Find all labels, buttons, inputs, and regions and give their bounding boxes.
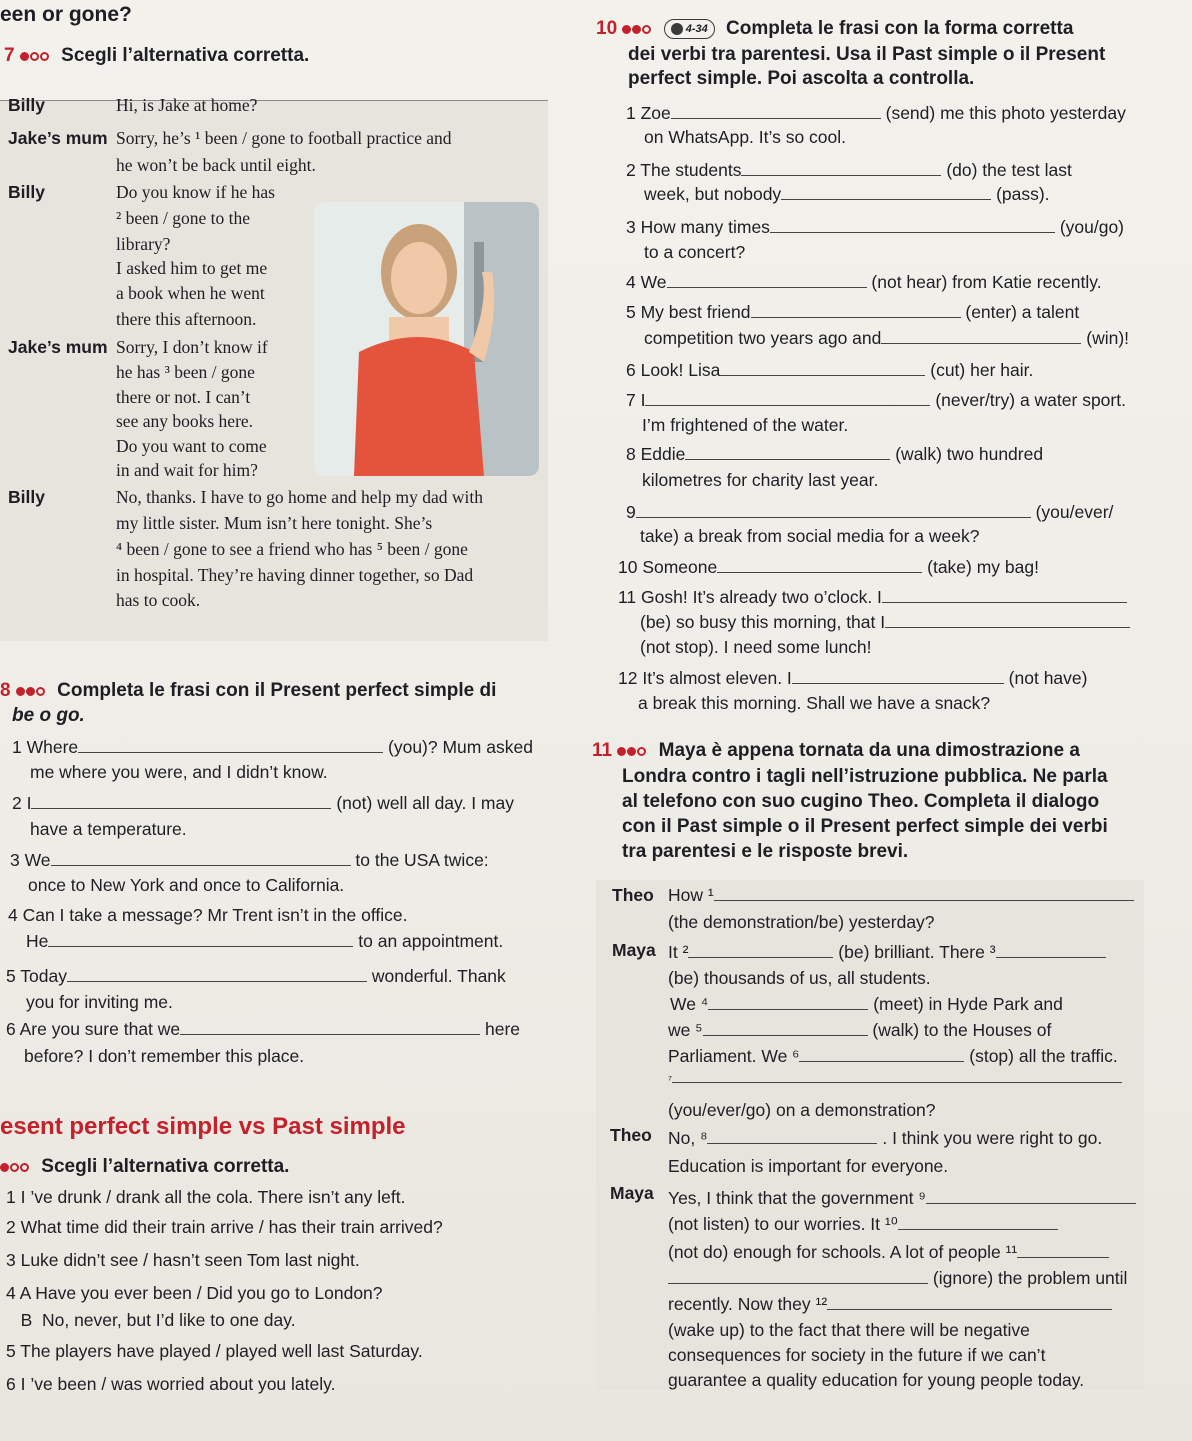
answer-blank[interactable] (667, 273, 867, 288)
ex11-m4-a: Parliament. We ⁶ (668, 1046, 800, 1066)
answer-blank[interactable] (645, 391, 930, 406)
ex7-speaker: Billy (8, 487, 45, 507)
speaker-theo-2: Theo (610, 1125, 652, 1145)
answer-blank[interactable] (180, 1020, 480, 1035)
audio-track-label: 4-34 (685, 23, 708, 35)
ex10-item-2-d: (pass). (996, 184, 1050, 204)
ex7-line-text: Do you know if he has (116, 182, 275, 202)
ex10-item-11-cont (640, 612, 1130, 633)
ex10-item-9 (626, 502, 1113, 523)
ex11-m4-b: (stop) all the traffic. (969, 1046, 1118, 1066)
ex10-item-12-cont: a break this morning. Shall we have a snack? (638, 693, 991, 713)
ex10-item-5-d: (win)! (1086, 328, 1130, 348)
ex8-item-4-cont (26, 931, 503, 952)
ex7-line-text: in hospital. They’re having dinner together, so Dad (116, 565, 474, 585)
ex10-item-12-a: 12 It’s almost eleven. I (618, 668, 792, 688)
ex11-m2 (670, 994, 1063, 1015)
ex7-speaker: Jake’s mum (8, 337, 108, 357)
answer-blank[interactable] (51, 851, 351, 866)
ex10-item-4-a: 4 We (626, 272, 667, 292)
ex11-m6-e-text: recently. Now they ¹² (668, 1294, 828, 1314)
ex11-m3-a: we ⁵ (668, 1020, 703, 1040)
answer-blank[interactable] (717, 558, 922, 573)
ex8-item-6-cont: before? I don’t remember this place. (24, 1046, 305, 1066)
ex8-item-1-cont: me where you were, and I didn’t know. (30, 762, 328, 782)
ex11-m1-a: It ² (668, 942, 689, 962)
ex10-item-3-a: 3 How many times (626, 217, 770, 237)
ex11-m1-cont: (be) thousands of us, all students. (668, 968, 931, 988)
ex8-item-1-b: (you)? Mum asked (388, 737, 533, 757)
ex11-m5 (668, 1068, 1122, 1086)
ex7-line-text: see any books here. (116, 411, 254, 431)
ex8-item-6-b: here (485, 1019, 521, 1039)
woman-photo-icon (314, 202, 539, 476)
ex7-line-text: library? (116, 234, 171, 254)
ex11-title-line3: al telefono con suo cugino Theo. Completa il dialogo (622, 791, 1100, 812)
ex11-m6-e (668, 1294, 1112, 1315)
answer-blank[interactable] (708, 995, 868, 1010)
ex10-title-line2: dei verbi tra parentesi. Usa il Past simple o il Present (628, 44, 1106, 65)
ex11-m3 (668, 1020, 1051, 1041)
ex9-heading (0, 1156, 289, 1178)
ex10-item-6 (626, 360, 1033, 381)
answer-blank[interactable] (885, 613, 1130, 628)
answer-blank[interactable] (827, 1295, 1112, 1310)
speaker-maya-2: Maya (610, 1183, 654, 1203)
ex7-line-text: No, thanks. I have to go home and help my dad with (116, 487, 483, 507)
ex11-t1-a: How ¹ (668, 885, 714, 905)
ex11-title-line5: tra parentesi e le risposte brevi. (622, 841, 909, 862)
ex8-item-6-a: 6 Are you sure that we (6, 1019, 181, 1039)
ex7-line-text: I asked him to get me (116, 258, 268, 278)
ex8-title-line1: Completa le frasi con il Present perfect simple di (57, 680, 497, 702)
ex8-item-4-b: to an appointment. (358, 931, 504, 951)
ex10-item-4 (626, 272, 1102, 293)
ex8-item-3-b: to the USA twice: (355, 850, 489, 870)
ex11-t2-cont: Education is important for everyone. (668, 1156, 949, 1176)
answer-blank[interactable] (707, 1129, 877, 1144)
ex10-item-9-a: 9 (626, 502, 636, 522)
answer-blank[interactable] (688, 943, 833, 958)
ex11-m6-c-text: (not do) enough for schools. A lot of people ¹¹ (668, 1242, 1018, 1262)
ex8-item-6 (6, 1019, 520, 1040)
ex10-item-12-b: (not have) (1008, 668, 1088, 688)
ex7-line-text: in and wait for him? (116, 460, 258, 480)
ex7-heading (4, 45, 309, 67)
ex9-item-5: 5 The players have played / played well last Saturday. (6, 1341, 423, 1361)
ex7-line-text: Hi, is Jake at home? (116, 95, 258, 115)
ex10-item-2-c: week, but nobody (644, 184, 782, 204)
difficulty-dots-icon (16, 680, 46, 702)
ex11-m6-a: Yes, I think that the government ⁹ (668, 1188, 926, 1208)
ex10-item-10-a: 10 Someone (618, 557, 718, 577)
ex8-item-1 (12, 737, 533, 758)
ex11-m6-d (668, 1268, 1127, 1289)
ex11-m6-b-text: (not listen) to our worries. It ¹⁰ (668, 1214, 898, 1234)
ex9-item-4b: B No, never, but I’d like to one day. (6, 1310, 296, 1330)
audio-icon (671, 23, 683, 35)
ex9-item-3: 3 Luke didn’t see / hasn’t seen Tom last night. (6, 1250, 360, 1270)
answer-blank[interactable] (672, 1068, 1122, 1083)
ex11-m5-a: ⁷ (668, 1074, 672, 1086)
ex8-item-1-a: 1 Where (12, 737, 79, 757)
ex9-item-2: 2 What time did their train arrive / has their train arrived? (6, 1217, 443, 1237)
ex10-item-1-a: 1 Zoe (626, 103, 671, 123)
ex11-m6-h: guarantee a quality education for young people today. (668, 1370, 1085, 1390)
answer-blank[interactable] (996, 943, 1106, 958)
answer-blank[interactable] (685, 445, 890, 460)
ex10-item-2-a: 2 The students (626, 160, 742, 180)
answer-blank[interactable] (671, 104, 881, 119)
ex10-item-11-b: (be) so busy this morning, that I (640, 612, 886, 632)
ex11-m6-c (668, 1242, 1109, 1263)
ex7-line-text: a book when he went (116, 283, 265, 303)
ex11-number: 11 (592, 740, 613, 762)
ex10-item-6-b: (cut) her hair. (930, 360, 1034, 380)
ex10-item-5-b: (enter) a talent (965, 302, 1080, 322)
ex10-item-10-b: (take) my bag! (927, 557, 1039, 577)
ex11-title-line1: Maya è appena tornata da una dimostrazione a (658, 740, 1080, 762)
answer-blank[interactable] (703, 1021, 868, 1036)
ex10-item-2 (626, 160, 1072, 181)
ex10-item-7-b: (never/try) a water sport. (935, 390, 1126, 410)
answer-blank[interactable] (770, 218, 1055, 233)
ex7-line-text: Do you want to come (116, 436, 267, 456)
section-heading-been-gone: een or gone? (0, 3, 132, 26)
ex7-line-text: ² been / gone to the (116, 208, 251, 228)
ex7-speaker: Billy (8, 182, 45, 202)
ex10-item-11-cont2: (not stop). I need some lunch! (640, 637, 872, 657)
ex8-item-5-cont: you for inviting me. (26, 992, 173, 1012)
ex11-m1-b: (be) brilliant. There ³ (838, 942, 996, 962)
ex10-title-line1: Completa le frasi con la forma corretta (726, 18, 1074, 40)
ex11-m2-b: (meet) in Hyde Park and (873, 994, 1063, 1014)
answer-blank[interactable] (668, 1269, 928, 1284)
ex11-m2-a: We ⁴ (670, 994, 709, 1014)
difficulty-dots-icon (20, 45, 50, 67)
ex7-title: Scegli l’alternativa corretta. (61, 45, 310, 67)
ex10-title-line3: perfect simple. Poi ascolta a controlla. (628, 68, 975, 89)
answer-blank[interactable] (792, 669, 1004, 684)
ex7-line-text: there or not. I can’t (116, 387, 251, 407)
ex10-item-5-a: 5 My best friend (626, 302, 751, 322)
ex8-item-5-a: 5 Today (6, 966, 67, 986)
answer-blank[interactable] (48, 932, 353, 947)
ex10-number: 10 (596, 18, 618, 40)
ex11-t2-b: . I think you were right to go. (882, 1128, 1103, 1148)
woman-at-door-photo (314, 202, 539, 476)
ex11-t1-cont: (the demonstration/be) yesterday? (668, 912, 935, 932)
ex11-t2-a: No, ⁸ (668, 1128, 708, 1148)
difficulty-dots-icon (622, 18, 652, 40)
ex10-heading (596, 18, 1073, 40)
answer-blank[interactable] (781, 185, 991, 200)
ex8-item-4-he: He (26, 931, 49, 951)
ex7-number: 7 (4, 45, 15, 67)
answer-blank[interactable] (881, 329, 1081, 344)
ex10-item-8-b: (walk) two hundred (895, 444, 1044, 464)
ex7-line-text: ⁴ been / gone to see a friend who has ⁵ been / gone (116, 539, 468, 559)
ex8-item-2-b: (not) well all day. I may (336, 793, 514, 813)
answer-blank[interactable] (799, 1047, 964, 1062)
answer-blank[interactable] (741, 161, 941, 176)
ex11-m6-g: consequences for society in the future if we can’t (668, 1345, 1046, 1365)
ex9-item-4a: 4 A Have you ever been / Did you go to London? (6, 1283, 383, 1303)
ex8-title-line2: be o go. (12, 705, 85, 726)
ex8-item-5 (6, 966, 506, 987)
ex10-item-2-b: (do) the test last (946, 160, 1072, 180)
ex11-m6-f: (wake up) to the fact that there will be negative (668, 1320, 1030, 1340)
answer-blank[interactable] (926, 1189, 1136, 1204)
ex11-m3-b: (walk) to the Houses of (872, 1020, 1052, 1040)
ex8-heading (0, 680, 496, 702)
answer-blank[interactable] (714, 886, 1134, 901)
section-title: esent perfect simple vs Past simple (0, 1113, 406, 1140)
ex10-item-12 (618, 668, 1087, 689)
ex8-item-3 (10, 850, 489, 871)
audio-track-button[interactable] (664, 19, 715, 39)
answer-blank[interactable] (67, 967, 367, 982)
ex10-item-9-b: (you/ever/ (1035, 502, 1114, 522)
ex11-m1 (668, 942, 1106, 963)
ex10-item-10 (618, 557, 1039, 578)
ex8-item-3-a: 3 We (10, 850, 51, 870)
answer-blank[interactable] (78, 738, 383, 753)
ex10-item-5 (626, 302, 1079, 323)
ex11-t1 (668, 885, 1134, 906)
ex7-line-text: he has ³ been / gone (116, 362, 255, 382)
ex11-t2 (668, 1128, 1102, 1149)
ex10-item-3-cont: to a concert? (644, 242, 746, 262)
ex9-item-6: 6 I ’ve been / was worried about you lately. (6, 1374, 336, 1394)
ex11-title-line2: Londra contro i tagli nell’istruzione pubblica. Ne parla (622, 766, 1108, 787)
ex11-m5-cont: (you/ever/go) on a demonstration? (668, 1100, 936, 1120)
ex7-speaker: Billy (8, 95, 45, 115)
ex11-m6-d-text: (ignore) the problem until (932, 1268, 1128, 1288)
ex10-item-1 (626, 103, 1126, 124)
ex10-item-2-cont (644, 184, 1050, 205)
ex10-item-8-cont: kilometres for charity last year. (642, 470, 879, 490)
ex10-item-9-cont: take) a break from social media for a week? (640, 526, 980, 546)
ex8-item-5-b: wonderful. Thank (371, 966, 506, 986)
ex7-line-text: has to cook. (116, 590, 201, 610)
answer-blank[interactable] (31, 794, 331, 809)
speaker-theo: Theo (612, 885, 654, 905)
ex7-line-text: Sorry, I don’t know if (116, 337, 268, 357)
answer-blank[interactable] (636, 503, 1031, 518)
ex8-item-4: 4 Can I take a message? Mr Trent isn’t in the office. (8, 905, 408, 925)
difficulty-dots-icon (0, 1156, 30, 1178)
ex10-item-4-b: (not hear) from Katie recently. (871, 272, 1102, 292)
ex8-item-3-cont: once to New York and once to California. (28, 875, 345, 895)
ex10-item-5-cont (644, 328, 1129, 349)
ex10-item-7-a: 7 I (626, 390, 646, 410)
difficulty-dots-icon (617, 740, 647, 762)
ex8-item-2-a: 2 I (12, 793, 32, 813)
ex11-m6 (668, 1188, 1136, 1209)
ex10-item-3 (626, 217, 1124, 238)
ex7-line-text: he won’t be back until eight. (116, 155, 316, 175)
ex7-line-text: there this afternoon. (116, 309, 257, 329)
ex10-item-6-a: 6 Look! Lisa (626, 360, 721, 380)
answer-blank[interactable] (898, 1215, 1058, 1230)
ex11-m6-b (668, 1214, 1058, 1235)
answer-blank[interactable] (882, 588, 1127, 603)
ex10-item-7-cont: I’m frightened of the water. (642, 415, 849, 435)
ex11-title-line4: con il Past simple o il Present perfect simple dei verbi (622, 816, 1108, 837)
ex7-line-text: my little sister. Mum isn’t here tonight. She’s (116, 513, 433, 533)
ex10-item-5-c: competition two years ago and (644, 328, 882, 348)
ex8-item-2 (12, 793, 514, 814)
ex9-item-1: 1 I ’ve drunk / drank all the cola. There isn’t any left. (6, 1187, 406, 1207)
ex11-heading (592, 740, 1080, 762)
ex10-item-8 (626, 444, 1043, 465)
answer-blank[interactable] (751, 303, 961, 318)
ex10-item-1-cont: on WhatsApp. It’s so cool. (644, 127, 847, 147)
answer-blank[interactable] (1017, 1243, 1109, 1258)
ex10-item-3-b: (you/go) (1059, 217, 1125, 237)
ex10-item-1-b: (send) me this photo yesterday (885, 103, 1126, 123)
ex10-item-7 (626, 390, 1126, 411)
ex11-m4 (668, 1046, 1118, 1067)
ex8-number: 8 (0, 680, 11, 702)
speaker-maya: Maya (612, 940, 656, 960)
answer-blank[interactable] (720, 361, 925, 376)
ex10-item-11 (618, 587, 1127, 608)
ex10-item-8-a: 8 Eddie (626, 444, 686, 464)
ex10-item-11-a: 11 Gosh! It’s already two o’clock. I (618, 587, 882, 607)
ex9-title: Scegli l’alternativa corretta. (41, 1156, 290, 1178)
ex8-item-2-cont: have a temperature. (30, 819, 187, 839)
ex7-line-text: Sorry, he’s ¹ been / gone to football practice and (116, 128, 452, 148)
ex7-speaker: Jake’s mum (8, 128, 108, 148)
